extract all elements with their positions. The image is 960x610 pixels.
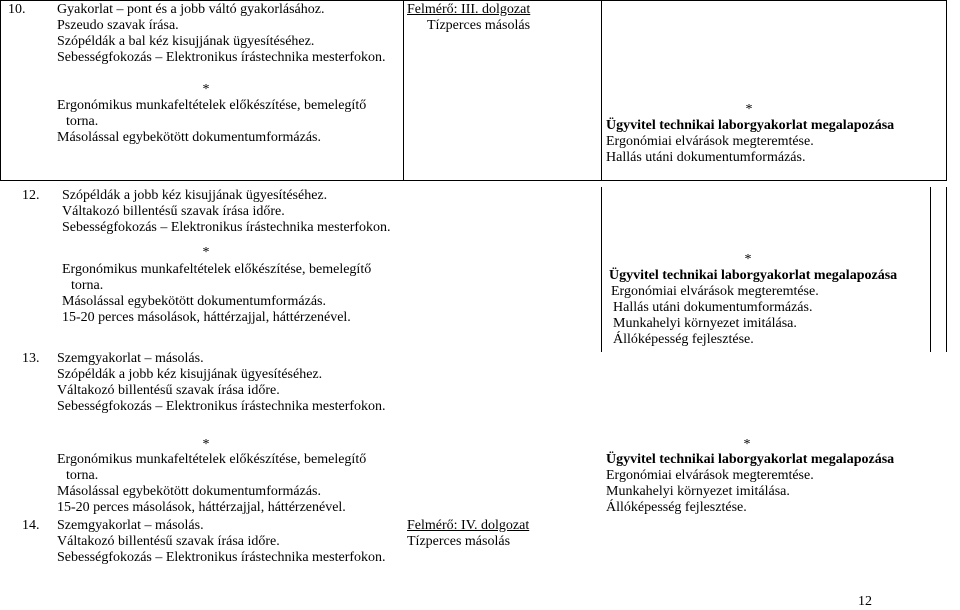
- column-divider: [601, 0, 602, 180]
- assessment-subtitle: Tízperces másolás: [427, 18, 531, 33]
- ergo-line: Másolással egybekötött dokumentumformázás.: [57, 130, 321, 145]
- table-border-left: [0, 0, 1, 180]
- ergo-line: Másolással egybekötött dokumentumformázás.: [62, 294, 326, 309]
- lesson-item: Váltakozó billentésű szavak írása időre.: [57, 534, 280, 549]
- right-line: Állóképesség fejlesztése.: [606, 500, 747, 515]
- lesson-item: Sebességfokozás – Elektronikus írástechnika mesterfokon.: [57, 399, 386, 414]
- star-marker: *: [744, 252, 752, 267]
- lesson-item: Gyakorlat – pont és a jobb váltó gyakorlásához.: [57, 2, 325, 17]
- star-marker: *: [202, 437, 210, 452]
- table-border-top: [0, 0, 947, 1]
- lesson-item: Szópéldák a jobb kéz kisujjának ügyesítéséhez.: [62, 188, 328, 203]
- lesson-item: Váltakozó billentésű szavak írása időre.: [62, 204, 285, 219]
- column-divider: [403, 0, 404, 180]
- ergonomics-block: [57, 98, 366, 146]
- right-title: Ügyvitel technikai laborgyakorlat megalapozása: [606, 118, 895, 133]
- table-border-right: [946, 187, 947, 352]
- ergo-line: Ergonómikus munkafeltételek előkészítése, bemelegítő: [57, 452, 367, 467]
- lesson-item: Szemgyakorlat – másolás.: [57, 518, 204, 533]
- assessment-title: Felmérő: III. dolgozat: [407, 2, 531, 17]
- lesson-items: [62, 188, 391, 236]
- right-title: Ügyvitel technikai laborgyakorlat megalapozása: [606, 452, 895, 467]
- row-number: 12.: [22, 188, 40, 203]
- assessment-cell: [407, 518, 529, 550]
- lesson-item: Szópéldák a jobb kéz kisujjának ügyesítéséhez.: [57, 367, 323, 382]
- ergo-line: Ergonómikus munkafeltételek előkészítése, bemelegítő: [57, 98, 367, 113]
- ergo-line: 15-20 perces másolások, háttérzajjal, háttérzenével.: [62, 310, 351, 325]
- ergonomics-block: [62, 262, 371, 326]
- star-marker: *: [745, 102, 753, 117]
- right-line: Ergonómiai elvárások megteremtése.: [611, 284, 819, 299]
- lesson-item: Váltakozó billentésű szavak írása időre.: [57, 383, 280, 398]
- ergo-line: Másolással egybekötött dokumentumformázás.: [57, 484, 321, 499]
- star-marker: *: [202, 82, 210, 97]
- column-divider: [601, 187, 602, 352]
- right-line: Ergonómiai elvárások megteremtése.: [606, 134, 814, 149]
- right-block: [609, 268, 897, 348]
- star-marker: *: [743, 437, 751, 452]
- lesson-item: Sebességfokozás – Elektronikus írástechnika mesterfokon.: [57, 50, 386, 65]
- right-line: Állóképesség fejlesztése.: [613, 332, 754, 347]
- ergo-line: Ergonómikus munkafeltételek előkészítése, bemelegítő: [62, 262, 372, 277]
- right-line: Ergonómiai elvárások megteremtése.: [606, 468, 814, 483]
- table-border-right: [946, 0, 947, 180]
- lesson-item: Pszeudo szavak írása.: [57, 18, 179, 33]
- assessment-subtitle: Tízperces másolás: [407, 534, 511, 549]
- ergo-line: torna.: [66, 114, 99, 129]
- lesson-item: Szópéldák a bal kéz kisujjának ügyesítéséhez.: [57, 34, 315, 49]
- ergo-line: torna.: [71, 278, 104, 293]
- ergo-line: 15-20 perces másolások, háttérzajjal, háttérzenével.: [57, 500, 346, 515]
- assessment-cell: [407, 2, 530, 34]
- page-number: 12: [858, 594, 872, 609]
- right-line: Hallás utáni dokumentumformázás.: [606, 150, 806, 165]
- assessment-title: Felmérő: IV. dolgozat: [407, 518, 530, 533]
- right-block: [606, 118, 894, 166]
- lesson-item: Szemgyakorlat – másolás.: [57, 351, 204, 366]
- right-line: Munkahelyi környezet imitálása.: [606, 484, 790, 499]
- row-number: 10.: [8, 2, 26, 17]
- row-number: 14.: [22, 518, 40, 533]
- row-number: 13.: [22, 351, 40, 366]
- star-marker: *: [202, 245, 210, 260]
- lesson-items: [57, 518, 386, 566]
- right-line: Munkahelyi környezet imitálása.: [613, 316, 797, 331]
- lesson-item: Sebességfokozás – Elektronikus írástechnika mesterfokon.: [57, 550, 386, 565]
- lesson-items: [57, 351, 386, 415]
- right-block: [606, 452, 894, 516]
- row-divider: [0, 180, 947, 181]
- right-title: Ügyvitel technikai laborgyakorlat megalapozása: [609, 268, 898, 283]
- lesson-items: [57, 2, 386, 66]
- table-border-right: [930, 187, 931, 352]
- lesson-item: Sebességfokozás – Elektronikus írástechnika mesterfokon.: [62, 220, 391, 235]
- ergonomics-block: [57, 452, 366, 516]
- right-line: Hallás utáni dokumentumformázás.: [613, 300, 813, 315]
- ergo-line: torna.: [66, 468, 99, 483]
